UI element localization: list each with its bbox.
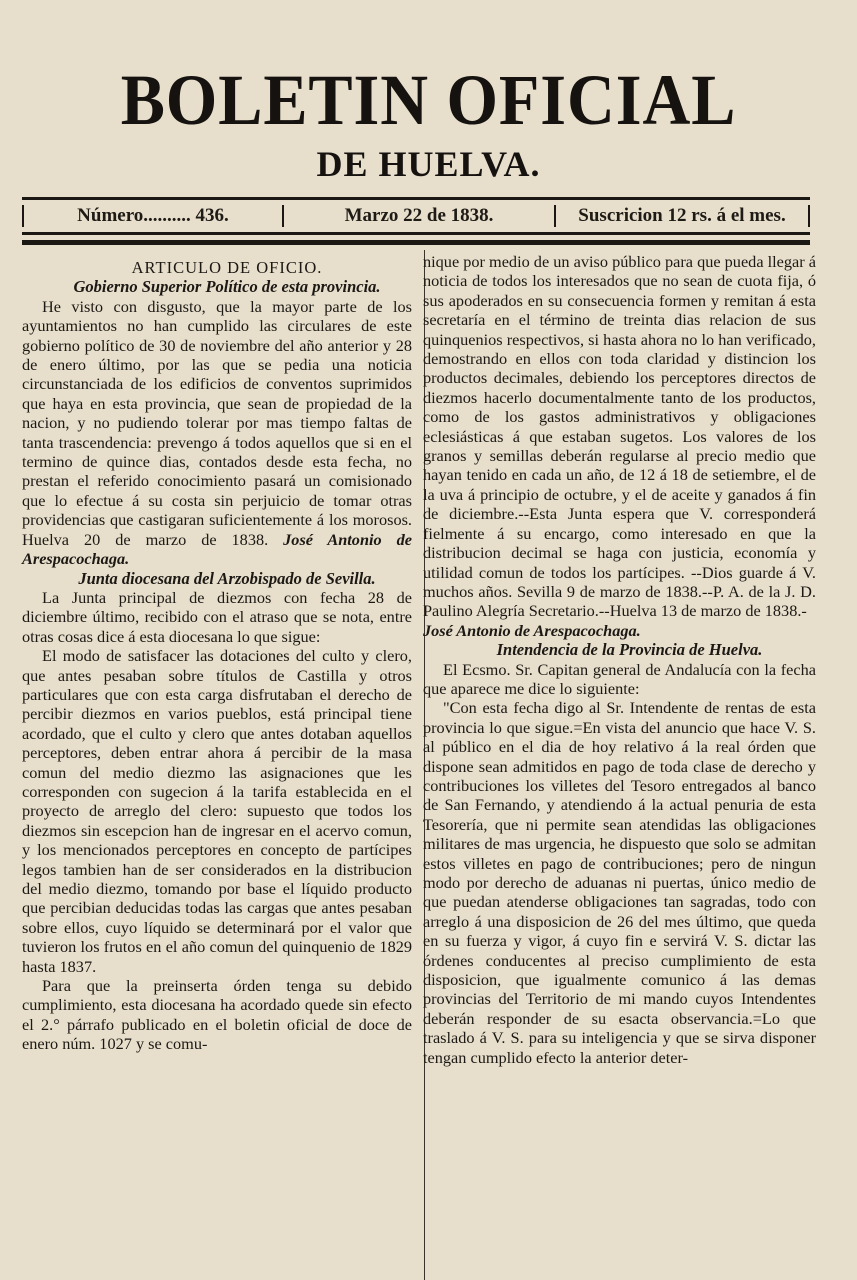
header-rule <box>22 240 810 245</box>
signature: José Antonio de Arespacochaga. <box>423 620 641 640</box>
section-heading-gobierno: Gobierno Superior Político de esta provincia. <box>73 277 381 297</box>
paragraph: El Ecsmo. Sr. Capitan general de Andalucía con la fecha que aparece me dice lo siguiente: <box>423 659 816 698</box>
signature: José Antonio de Arespacochaga. <box>22 529 412 569</box>
paragraph: "Con esta fecha digo al Sr. Intendente de rentas de esta provincia lo que sigue.=En vista del anuncio que hace V. S. al público en el dia de hoy relativo á la real órden que dispone sean admitidos en pago de toda clase de derecho y contribuciones los villetes del Tesoro entregados al banco de San Fernando, y atendiendo á la actual penuria de esta Tesorería, que ni permite sean atendidas las obligaciones militares de mas urgencia, he dispuesto que solo se admitan estos villetes en pago de contribuciones; pero de ningun modo por derecho de aduanas ni puertas, único medio de que puedan atenderse obligaciones tan sagradas, todo con arreglo á una disposicion de 26 del mes último, que queda en su fuerza y vigor, á cuyo fin e servirá V. S. dictar las órdenes conducentes al preciso cumplimiento de esta disposicion, que igualmente comunico á las demas provincias del Territorio de mi mando cuyos Intendentes deberán responder de su esacta observancia.=Lo que traslado á V. S. para su inteligencia y que se sirva disponer tengan cumplido efecto la anterior deter- <box>423 698 816 1067</box>
paragraph <box>22 297 412 569</box>
right-column <box>423 252 816 1067</box>
masthead-title: BOLETIN OFICIAL <box>120 60 737 140</box>
section-heading-intendencia: Intendencia de la Provincia de Huelva. <box>496 640 763 660</box>
article-heading: ARTICULO DE OFICIO. <box>131 258 323 277</box>
paragraph: El modo de satisfacer las dotaciones del culto y clero, que antes pesaban sobre títulos de Castilla y otros particulares que con esta carga disfrutaban el derecho de percibir diezmos en varios pueblos, está principal tiene acordado, que el culto y clero que antes dotaban aquellos perceptores, deben entrar ahora á percibir de la masa comun del medio diezmo las asignaciones que les corresponden con sugecion á la tarifa establecida en el proyecto de arreglo del clero: supuesto que todos los diezmos sin escepcion han de ingresar en el acervo comun, y los mencionados perceptores en concepto de partícipes legos tambien han de ser considerados en la distribucion del medio diezmo, tomando por base el líquido producto que percibian deducidas todas las cargas que antes pesaban sobre ellos, cuyo líquido se determinará por el valor que tuvieron los frutos en el año comun del quinquenio de 1829 hasta 1837. <box>22 646 412 976</box>
subscription-price: Suscricion 12 rs. á el mes. <box>554 205 810 227</box>
paragraph-text: He visto con disgusto, que la mayor parte de los ayuntamientos no han cumplido las circulares de este gobierno político de 30 de noviembre del año anterior y 28 de enero último, por las que se pedia una noticia circunstanciada de los edificios de conventos suprimidos que haya en esta provincia, que sean de propiedad de la nacion, y no pudiendo tolerar por mas tiempo faltas de tanta trascendencia: prevengo á todos aquellos que si en el termino de quince dias, contados desde esta fecha, no prestan el referido conocimiento pasará un comisionado que lo efectue á su costa sin perjuicio de tomar otras providencias que castigaran suficientemente á los morosos. Huelva 20 de marzo de 1838. <box>22 296 412 549</box>
left-column <box>22 252 412 1054</box>
issue-number: Número.......... 436. <box>22 205 284 227</box>
paragraph: Para que la preinserta órden tenga su debido cumplimiento, esta diocesana ha acordado quede sin efecto el 2.° párrafo publicado en el boletin oficial de doce de enero núm. 1027 y se comu- <box>22 976 412 1054</box>
masthead-subtitle: DE HUELVA. <box>316 144 541 184</box>
section-heading-junta: Junta diocesana del Arzobispado de Sevilla. <box>78 568 376 588</box>
paragraph: La Junta principal de diezmos con fecha 28 de diciembre último, recibido con el atraso que se nota, entre otras cosas dice á esta diocesana lo que sigue: <box>22 587 412 646</box>
paragraph: nique por medio de un aviso público para que pueda llegar á noticia de todos los interesados que no sean de cuota fija, ó sus apoderados en su consecuencia formen y remitan á esta secretaría en el término de treinta dias relacion de sus quinquenios respectivos, si hasta ahora no lo han verificado, demostrando en ellos con toda claridad y distincion los productos decimales, debiendo los perceptores directos de diezmos hacerlo documentalmente tanto de los productos, como de los gastos administrativos y obligaciones eclesiásticas á que estaban sugetos. Los valores de los granos y semillas deberán regularse al precio medio que hayan tenido en cada un año, de 12 á 18 de setiembre, el de la uva á principio de octubre, y el de aceite y ganados á fin de diciembre.--Esta Junta espera que V. corresponderá fielmente á su encargo, como interesado en que la distribucion decimal se haga con justicia, economía y utilidad comun de todos los partícipes. --Dios guarde á V. muchos años. Sevilla 9 de marzo de 1838.--P. A. de la J. D. Paulino Alegría Secretario.--Huelva 13 de marzo de 1838.- <box>423 252 816 621</box>
issue-info-bar <box>22 197 810 235</box>
issue-date: Marzo 22 de 1838. <box>344 205 494 226</box>
